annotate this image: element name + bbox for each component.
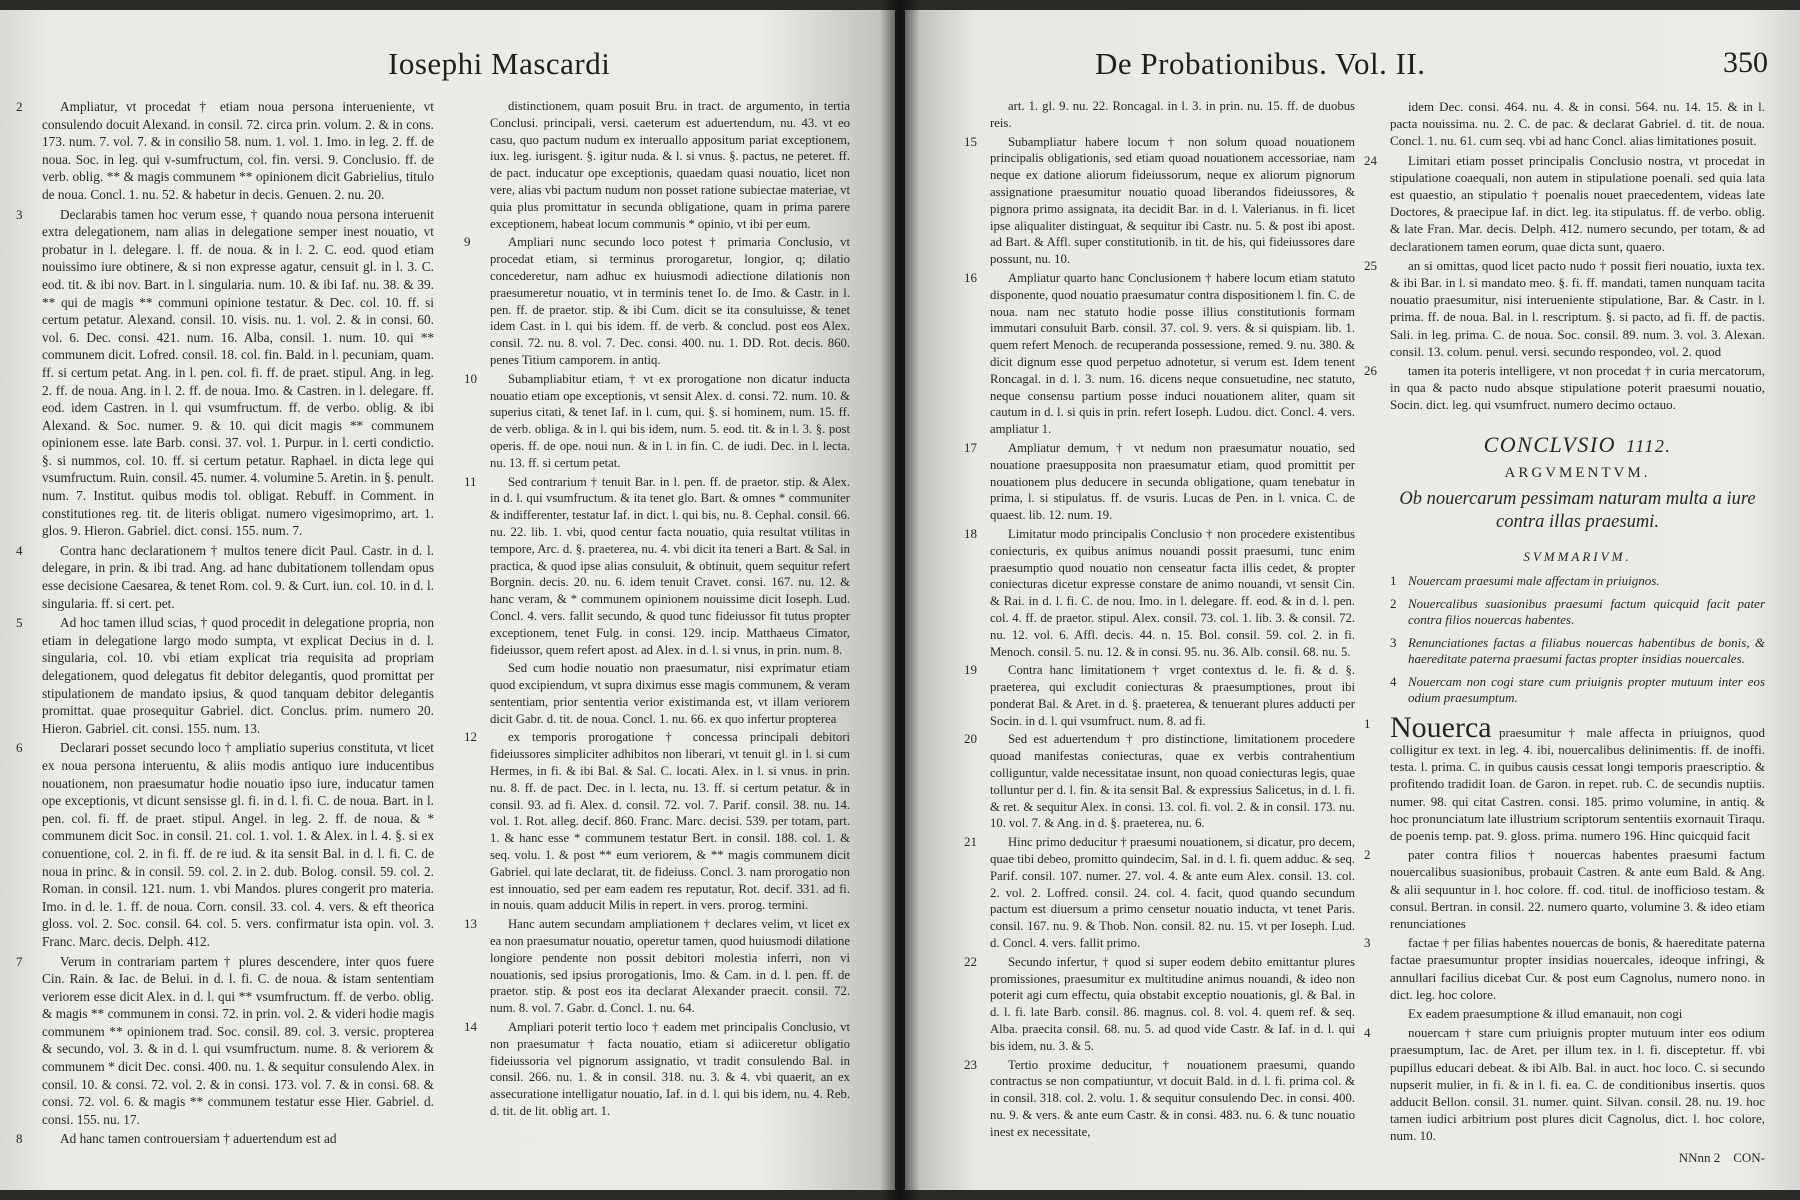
paragraph (464, 916, 850, 1017)
paragraph-number: 12 (464, 729, 477, 745)
summary-list (1390, 573, 1765, 707)
paragraph (964, 133, 1355, 268)
summary-item (1390, 596, 1765, 629)
paragraph-text: Secundo infertur, † quod si super eodem debito emittantur plures promissiones, praesumitur ex multitudine animus nouandi, & ideo non poterit agi cum effectu, quia obstabit exceptio nouationis, gl. & Bal. in d. l. fi. late Barb. consil. 86. magnus. col. 8. vol. 4. quem ref. & seq. Alba. praecita consil. 68. nu. 5. ad quod vide Castr. & Iaf. in d. l. qui bis idem, nu. 3. & 5. (990, 954, 1355, 1053)
paragraph-text: praesumitur † male affecta in priuignos, quod colligitur ex text. in leg. 4. ibi, nouercalibus delinimentis. ff. de inoffi. testa. l. prima. C. in quibus causis cessat longi temporis praescriptio. & profitendo tradidit Ioan. de Garon. in repet. rub. C. de secundis nuptiis. numer. 98. qui citat Castren. consi. 185. primo volumine, in antiq. & hoc pronunciatum late illustrium scriptorum sententiis exornauit Tiraqu. de poenis temp. pat. 9. gloss. prima. numero 196. Hinc quicquid facit (1390, 724, 1765, 843)
paragraph-text: Sed contrarium † tenuit Bar. in l. pen. ff. de praetor. stip. & Alex. in d. l. qui vsumfructum. & ita tenet glo. Bart. & omnes * communiter & indifferenter, testatur Iaf. in dict. l. qui bis, nu. 8. Cephal. consil. 66. nu. 22. lib. 1. vbi, quod centur facta nouatio, quia resultat vtilitas in tempore, Arc. d. §. praeterea, nu. 4. vbi dicit ita teneri a Bart. & Sal. in practica, & quod ipse alias consuluit, & obtinuit, quem sequitur refert Borgnin. decis. 20. nu. 6. idem tenuit Cravet. consi. 167. nu. 12. & hanc veram, & * communem opinionem nouissime dicit Ioseph. Lud. Concl. 4. vers. fallit secundo, & quod tunc fideiussor fit tutus propter exceptionem, tenet Fulg. in consi. 129. incip. Matthaeus Cimator, fideiussor, quem refert apost. ad Alex. in d. l. si vnus, in prin. num. 8. (490, 474, 850, 657)
paragraph (490, 660, 850, 727)
paragraph-number: 22 (964, 953, 977, 969)
paragraph (464, 370, 850, 472)
text-column (464, 98, 850, 1122)
paragraph (1364, 362, 1765, 414)
paragraph-text: idem Dec. consi. 464. nu. 4. & in consi. 564. nu. 14. 15. & in l. pacta nouissima. nu. 2. C. de pac. & declarat Gabriel. d. tit. de noua. Concl. 1. nu. 61. cum seq. vbi ad hanc Concl. alias limitationes posuit. (1390, 99, 1765, 149)
running-head: De Probationibus. Vol. II. (1095, 46, 1426, 81)
paragraph-text: Verum in contrariam partem † plures descendere, inter quos fuere Cin. Rain. & Iac. de Belui. in d. l. fi. C. de noua. & istam sententiam veriorem esse dicit Alex. in d. l. qui ** vsumfructum. ff. de verbo. oblig. & magis ** communem in consi. 72. in prin. vol. 2. & videri hodie magis communem ** opinionem trad. Soc. consil. 89. col. 3. versic. propterea & secundo, vol. 3. & in d. l. qui vsumfructum. nume. 8. & veriorem & communem * dicit Dec. consi. 400. nu. 1. & sequitur consulendo Alex. in consil. 10. & consi. 72. vol. 2. & in consi. 173. vol. 7. & in consi. 68. & consi. 72. vol. 6. & magis ** communem testatur esse Hier. Gabriel. d. consi. 155. nu. 17. (42, 953, 434, 1127)
paragraph-text: Contra hanc limitationem † vrget contextus d. le. fi. & d. §. praeterea, qui excludit coniecturas & praesumptiones, prout ibi ponderat Bal. & Aret. in d. §. praeterea, & tenuerant plures adducti per Socin. in d. l. qui vsumfruct. num. 8. ad fi. (990, 663, 1355, 728)
paragraph-text: Subampliatur habere locum † non solum quoad nouationem principalis obligationis, sed etiam quoad nouationem accessoriae, nam neque ex datione aliorum fideiussorum, neque ex aliorum pignorum assignatione praesumitur nouatio quoad liberandos fideiussores, & pignora primo assignata, ita decidit Bar. in d. l. Valerianus. in fi. licet ipse aliqualiter distinguat, & sequitur ibi Castr. nu. 5. & post ibi apost. ad Bart. & Affl. super constitutionib. in tit. de his, qui fideiussores dare possunt, nu. 10. (990, 134, 1355, 267)
paragraph-number: 9 (464, 234, 471, 250)
text-column (1364, 98, 1765, 1168)
summary-number: 4 (1390, 673, 1397, 689)
initial-word: Nouerca (1390, 710, 1492, 744)
paragraph-text: nouercam † stare cum priuignis propter mutuum inter eos odium praesumptum, Iac. de Aret. per illum tex. in l. fi. disceptetur. ff. vbi pupillus educari debeat. & ibi Alb. Bal. in auct. hoc loco. C. si secundo nupserit mulier, in fi. & in l. fi. ea. C. de conditionibus insertis. quos adducit Bellon. consil. 31. numer. quint. Silvan. consil. 28. nu. 19. hoc tamen iudici arbitrium post plures dicit Cagnolus, dict. l. hoc colore, num. 10. (1390, 1025, 1765, 1144)
paragraph-number: 3 (16, 206, 23, 222)
paragraph-text: Contra hanc declarationem † multos tenere dicit Paul. Castr. in d. l. delegare, in prin. & ibi trad. Ang. ad hanc dubitationem tollendam opus esse decisione Caesarea, & tenet Rom. col. 9. & Curt. iun. col. 10. in d. l. singularia. ff. si cert. pet. (42, 542, 434, 611)
paragraph-text: an si omittas, quod licet pacto nudo † possit fieri nouatio, iuxta tex. & ibi Bar. in l. si mandato meo. §. fi. ff. mandati, tamen nunquam tacita nouatio praesumitur, nisi interueniente stipulatione, Bar. & Castr. in l. prima. ff. de noua. Bal. in l. rescriptum. §. si pacto, ad fi. ff. de pactis. Sali. in leg. prima. C. de noua. Soc. consil. 89. num. 3. vol. 3. Alexan. consil. 13. colum. penul. versi. secundo respondeo, vol. 2. quod (1390, 257, 1765, 359)
summary-number: 1 (1390, 573, 1397, 589)
left-page (0, 10, 895, 1190)
paragraph-number: 6 (16, 740, 23, 756)
summary-item (1390, 674, 1765, 707)
paragraph-number: 19 (964, 662, 977, 678)
paragraph (990, 98, 1355, 132)
paragraph (16, 614, 434, 737)
paragraph-text: distinctionem, quam posuit Bru. in tract. de argumento, in tertia Conclusi. principali, versi. caeterum est aduertendum, nu. 43. vt eo casu, quo pactum nudum ex interuallo appositum pariat exceptionem, iux. leg. iurisgent. §. igitur nuda. & l. si vnus. §. pactus, ne peteret. ff. de pact. inducatur ope exceptionis, quaedam quasi nouatio, licet non vere, alias vbi pactum nudum non posset ratione subiectae materiae, vt quia plus promittatur in secunda obligatione, quam in prima parere exceptionem, habeat locum communis * opinio, vt ibi per eum. (490, 99, 850, 231)
summary-text: Nouercam praesumi male affectam in priuignos. (1408, 573, 1660, 589)
book-gutter (880, 0, 920, 1200)
paragraph-text: Tertio proxime deducitur, † nouationem praesumi, quando contractus se non compatiuntur, vt docuit Bald. in d. l. fi. prima col. & in consil. 318. col. 2. volu. 1. & sequitur consulendo Dec. in consi. 400. nu. 9. & vers. & ante eum Castr. & in consi. 483. nu. 6. & tunc nouatio inest ex necessitate, (990, 1057, 1355, 1139)
paragraph (1364, 710, 1765, 844)
paragraph (1364, 152, 1765, 255)
paragraph (1390, 1005, 1765, 1022)
paragraph-text: Limitari etiam posset principalis Conclusio nostra, vt procedat in stipulatione coaequali, non autem in stipulatione poenali. sed quia lata est quaestio, an stipulatio † poenalis nouet praecedentem, videas late Doctores, & praecipue Iaf. in dict. leg. ita stipulatus. ff. de verbo. oblig. & late Fran. Mar. decis. Delph. 412. numero secundo, per totam, & ad declarationem tamen eorum, quae dicta sunt, quaero. (1390, 152, 1765, 254)
paragraph-number: 1 (1364, 715, 1371, 731)
paragraph-text: tamen ita poteris intelligere, vt non procedat † in curia mercatorum, in qua & pacto nudo absque stipulatione poterit praesumi nouatio, Socin. dict. leg. qui vsumfruct. numero decimo octauo. (1390, 363, 1765, 413)
paragraph-number: 10 (464, 370, 477, 386)
paragraph (964, 731, 1355, 832)
paragraph (16, 98, 434, 204)
paragraph-number: 5 (16, 615, 23, 631)
paragraph (964, 439, 1355, 524)
right-page (905, 10, 1800, 1190)
paragraph-text: Ampliatur quarto hanc Conclusionem † habere locum etiam statuto disponente, quod nouatio praesumatur contra dispositionem l. fin. C. de noua. nam nec statuto hodie posse illius constitutionis formam immutari consuluit Barb. consil. 37. col. 9. vers. & si quispiam. lib. 1. quem refert Menoch. de recuperanda possessione, remed. 9. nu. 380. & dicit dignum esse quod perpetuo adnotetur, si verum est. Idem tenent Roncagal. in d. l. 3. num. 16. dicens neque consuetudine, nec statuto, neque consensu partium posse induci nouationem aliter, quam sit cautum in d. l. si quis in prin. refert Ioseph. Ludou. dict. Concl. 4. vers. ampliatur 1. (990, 270, 1355, 437)
paragraph (964, 662, 1355, 729)
paragraph (1364, 846, 1765, 932)
paragraph-number: 4 (1364, 1025, 1371, 1041)
paragraph (964, 834, 1355, 952)
paragraph (16, 953, 434, 1129)
paragraph-text: Ad hoc tamen illud scias, † quod procedit in delegatione propria, non etiam in delegatione largo modo sumpta, vt explicat Decius in d. l. singularia, col. 10. vbi etiam explicat tria requisita ad propriam delegationem, quod delegatus fit debitor delegantis, quod promittat per stipulationem de mandato ipsius, & quod tanquam debitor delegantis promittat. quae prosequitur Gabriel. dict. Conclus. prim. numero 20. Hieron. Gabriel. cit. consi. 155. num. 13. (42, 615, 434, 736)
paragraph-number: 23 (964, 1056, 977, 1072)
paragraph (490, 98, 850, 232)
paragraph-number: 24 (1364, 152, 1377, 168)
paragraph-number: 8 (16, 1131, 23, 1147)
column-body (1364, 98, 1765, 414)
paragraph (464, 729, 850, 914)
text-column (964, 98, 1355, 1143)
paragraph-text: Declarari posset secundo loco † ampliatio superius constituta, vt licet ex noua persona interuentu, & aliis modis antiquo iure inducentibus nouationem, non praesumatur hodie nouatio ipso iure, inducatur tamen ope exceptionis, vt dicunt sensisse gl. fi. in d. l. fi. C. de noua. Bart. in l. pen. col. fi. ff. de praet. stipul. Angel. in leg. 2. ff. de noua. & * communem dicit Soc. in consil. 21. col. 1. vol. 1. & Alex. in l. 4. §. si ex conuentione, col. 2. in fi. ff. de re iud. & ita sensit Bal. in d. l. fi. C. de noua in princ. & in consil. 59. col. 2. in 2. dub. Bolog. consil. 59. col. 2. Roman. in consil. 121. num. 1. vbi Mandos. plures congerit pro materia. Imo. in d. le. 1. ff. de noua. Corn. consil. 33. col. 4. vers. & eft theorica gloss. vol. 2. Soc. consil. 64. col. 5. vers. confirmatur ista opin. vol. 3. Franc. Marc. decis. Delph. 412. (42, 740, 434, 949)
paragraph-number: 13 (464, 916, 477, 932)
summary-text: Nouercalibus suasionibus praesumi factum quicquid facit pater contra filios nouercas habentes. (1408, 595, 1765, 628)
paragraph-number: 26 (1364, 363, 1377, 379)
paragraph-number: 21 (964, 834, 977, 850)
paragraph-number: 3 (1364, 935, 1371, 951)
argument-heading: ARGVMENTVM. (1504, 464, 1651, 481)
paragraph-text: factae † per filias habentes nouercas de bonis, & haereditate paterna factae praesumuntur propter insidias nouercales, ideoque infringi, & annullari facilius dicebat Cur. & post eum Cagnolus, numero nono. in dict. leg. hoc colore. (1390, 935, 1765, 1002)
paragraph-number: 4 (16, 542, 23, 558)
paragraph (964, 1056, 1355, 1141)
paragraph-text: Hinc primo deducitur † praesumi nouationem, si dicatur, pro decem, quae tibi debeo, promitto quindecim, Sal. in d. l. fi. quem adduc. & seq. Parif. consil. 107. numer. 27. vol. 4. & ante eum Alex. consil. 13. col. 2. vol. 2. Loffred. consil. 24. col. 4. facit, quod quando secundum pactum est diuersum a primo censetur nouatio inducta, vt tenet Paris. consil. 167. nu. 9. & Thob. Non. consil. 82. nu. 15. vt per Ioseph. Lud. d. Concl. 4. vers. fallit primo. (990, 835, 1355, 951)
running-head: Iosephi Mascardi (388, 46, 611, 81)
paragraph (464, 234, 850, 368)
paragraph-text: Ampliari nunc secundo loco potest † primaria Conclusio, vt procedat etiam, si terminus prorogaretur, longior, q; dilatio concederetur, nam adhuc ex huiusmodi adiectione dilationis non praesumeretur nouatio, vt in terminis tenet Io. de Imo. & Castr. in l. pen. ff. de praetor. stip. & ibi Cum. dicit se ita consuluisse, & tenet idem Cast. in l. qui bis idem. ff. de verb. & conclud. post eos Alex. consil. 72. nu. 8. vol. 7. Dec. consi. 400. nu. 1. DD. Rot. decis. 860. penes Titium camporem. in antiq. (490, 235, 850, 367)
catchword-line (1390, 1149, 1765, 1166)
paragraph (464, 1019, 850, 1120)
paragraph-text: Ampliatur demum, † vt nedum non praesumatur nouatio, sed nouatione praesupposita non praesumatur etiam, quod promittit per nouationem plus deducere in secunda obligatione, quam tenebatur in prima, l. si stipulatus. ff. de vsuris. Lucas de Pen. in l. vnica. C. de quaest. lib. 12. num. 19. (990, 440, 1355, 523)
paragraph-number: 15 (964, 133, 977, 149)
text-column (16, 98, 434, 1150)
paragraph-text: Hanc autem secundam ampliationem † declares velim, vt licet ex ea non praesumatur nouatio, operetur tamen, quod huiusmodi dilatione longiore pendente non possit debitori molestia inferri, non vi nouationis, sed ipsius prorogationis, Imo. & Cam. in d. l. pen. ff. de praetor. stip. & post eos ita declarat Alexander praecit. consil. 72. num. 8. vol. 7. Gabr. d. Concl. 1. nu. 64. (490, 917, 850, 1016)
summary-number: 2 (1390, 595, 1397, 611)
paragraph (16, 206, 434, 540)
paragraph-number: 7 (16, 953, 23, 969)
conclusion-number: 1112. (1626, 435, 1672, 456)
paragraph-text: ex temporis prorogatione † concessa principali debitori fideiussores simpliciter adhibitos non liberari, vt tenuit gl. in l. si cum Hermes, in fi. & ibi Bal. & Sal. C. locati. Alex. in l. si vnus. in prin. nu. 8. ff. de pact. Dec. in l. lecta, nu. 13. ff. si certum petatur. & in consil. 93. ad fi. Alex. d. consil. 72. vol. 7. Parif. consil. 38. nu. 14. vol. 1. Rot. alleg. decif. 860. Franc. Marc. decisi. 539. per totam, part. 1. & hanc esse * communem testatur Bert. in consil. 188. col. 1. & seq. volu. 1. & post ** eum veriorem, & ** magis communem dicit Gabriel. qui late declarat, tit. de fideiuss. Concl. 3. nam prorogatio non est innouatio, sed per eam eadem res reputatur, Rot. decif. 331. ad fi. in nouis. quam adducit Milis in repert. in vers. prorog. termini. (490, 730, 850, 913)
conclusion-heading (1390, 431, 1765, 457)
summary-number: 3 (1390, 634, 1397, 650)
paragraph (964, 269, 1355, 438)
paragraph (1364, 1024, 1765, 1144)
paragraph-number: 16 (964, 269, 977, 285)
summary-heading: SVMMARIVM. (1523, 549, 1632, 565)
paragraph-number: 18 (964, 525, 977, 541)
paragraph-text: pater contra filios † nouercas habentes praesumi factum nouercalibus suasionibus, probauit Castren. & ante eum Bald. & Ang. & alii sequuntur in l. hoc colore. ff. cod. titul. de inofficioso testam. & consul. Bertran. in consil. 22. numero quarto, volumine 3. & ideo etiam renunciationes (1390, 847, 1765, 931)
paragraph (16, 739, 434, 950)
paragraph-text: Declarabis tamen hoc verum esse, † quando noua persona interuenit extra delegationem, nam alias in delegatione semper inest nouatio, vt probatur in l. delegare. l. ff. de noua. & in l. 2. C. eod. quod etiam nouissimo iure obtinere, & si non expresse agatur, censuit gl. in l. 3. C. eod. tit. & ibi nov. Bart. in l. singularia. num. 10. & ibi Iaf. nu. 38. & 39. ** qui de magis ** communi opinione testatur. & Dec. col. 10. ff. si certum petatur. Alexand. consil. 10. visis. nu. 1. vol. 2. & in consi. 60. vol. 6. Dec. consi. 421. num. 16. Alba, consil. 1. num. 10. qui ** communem dicit. Lofred. consil. 18. col. fin. Bald. in l. pecuniam, quam. ff. si certum petat. Ang. in l. pen. col. fi. ff. de praet. stipul. Ang. in leg. 2. ff. de noua. Ang. in l. 2. ff. de noua. Imo. & Castren. in l. delegare. ff. eod. idem Castren. in l. qui vsumfructum. ff. de verbo. oblig. & ibi Alexand. & Soc. numer. 9. & 10. qui dicit magis ** communem opinionem esse. late Barb. consi. 37. vol. 1. Purpur. in l. certi condictio. §. si nummos, col. 10. ff. si certum petatur. Raphael. in dicta lege qui vsumfructum. Ruin. consil. 45. numer. 4. volumine 5. Aretin. in §. penult. num. 7. Institut. quibus modis tol. obligat. Rebuff. in Comment. in constitutiones reg. tit. de literis obligat. numero vigesimoprimo, art. 1. glos. 9. Hieron. Gabriel. dict. consi. 155. num. 7. (42, 206, 434, 539)
paragraph-text: Ad hanc tamen controuersiam † aduertendum est ad (60, 1131, 337, 1147)
paragraph (16, 1130, 434, 1148)
paragraph-number: 2 (1364, 847, 1371, 863)
paragraph (1364, 257, 1765, 360)
paragraph (1364, 934, 1765, 1003)
conclusion-title: CONCLVSIO (1483, 431, 1617, 457)
paragraph-number: 17 (964, 439, 977, 455)
page-number: 350 (1723, 46, 1768, 79)
paragraph-text: Subampliabitur etiam, † vt ex prorogatione non dicatur inducta nouatio etiam ope exceptionis, vt sensit Alex. d. consi. 72. num. 10. & superius citati, & tenet Iaf. in l. cum, qui. §. si hominem, num. 15. ff. de verb. obliga. & in l. qui bis idem, num. 5. eod. tit. & in l. 3. §. post operis. ff. de ope. noui nun. & in l. in fin. C. de iudi. Dec. in l. lecta. nu. 13. ff. si certum petat. (490, 371, 850, 470)
signature-mark: NNnn 2 (1678, 1149, 1721, 1165)
paragraph-text: art. 1. gl. 9. nu. 22. Roncagal. in l. 3. in prin. nu. 15. ff. de duobus reis. (990, 99, 1355, 130)
paragraph (16, 542, 434, 612)
paragraph-text: Ampliari poterit tertio loco † eadem met principalis Conclusio, vt non praesumatur † facta nouatio, etiam si adiiceretur obligatio fideiussoria vel pignorum assignatio, vt tradit consulendo Bal. in consil. 266. nu. 1. & in consil. 318. nu. 3. & 4. vbi quaerit, an ex assecuratione intelligatur nouatio, Iaf. in d. l. qui bis idem, nu. 4. Reb. d. tit. de lit. oblig art. 1. (490, 1020, 850, 1119)
catchword: CON- (1733, 1149, 1765, 1165)
paragraph-number: 20 (964, 731, 977, 747)
summary-text: Renunciationes factas a filiabus nouercas habentibus de bonis, & haereditate paterna praesumi factas propter insidias nouercales. (1408, 634, 1765, 667)
paragraph (464, 473, 850, 659)
paragraph-text: Sed cum hodie nouatio non praesumatur, nisi exprimatur etiam quod excipiendum, vt supra diximus esse magis communem, & veram sententiam, prior sententia verior existimanda est, vt illam veriorem dicit Gabr. d. tit. de noua. Concl. 1. nu. 66. ex quo infertur propterea (490, 661, 850, 726)
summary-item (1390, 573, 1765, 590)
paragraph-number: 2 (16, 99, 23, 114)
paragraph-number: 25 (1364, 257, 1377, 273)
paragraph-text: Sed est aduertendum † pro distinctione, limitationem procedere quoad manifestas coniecturas, quae ex verbis contrahentium colliguntur, valde necessitatae insunt, non quoad coniecturas legis, quae tolluntur per d. l. fin. & ita sensit Bal. & expressius Salicetus, in d. l. fi. & ret. & sequitur Alex. in consi. 13. col. fi. vol. 2. & in consil. 173. nu. 10. vol. 7. & Ang. in d. §. praeterea, nu. 6. (990, 732, 1355, 831)
paragraph-text: Ampliatur, vt procedat † etiam noua persona interueniente, vt consulendo docuit Alexand. in consil. 72. circa prin. volum. 2. & in cons. 173. num. 7. vol. 7. & in consilio 58. num. 1. vol. 1. Imo. in leg. 2. ff. de noua. Soc. in leg. qui v-sumfructum, col. fin. versi. 9. Conclusio. ff. de verb. oblig. ** & magis communem ** opinionem dicit Gabrielius, titulo de noua. Concl. 1. nu. 52. & habetur in decis. Genuen. 2. nu. 20. (42, 99, 434, 202)
paragraph (964, 525, 1355, 660)
conclusion-body (1364, 710, 1765, 1145)
paragraph-number: 14 (464, 1019, 477, 1035)
paragraph-text: Ex eadem praesumptione & illud emanauit, non cogi (1408, 1006, 1683, 1022)
paragraph (1390, 98, 1765, 150)
paragraph-text: Limitatur modo principalis Conclusio † non procedere existentibus coniecturis, ex quibus animus nouandi possit praesumi, tunc enim praesumptio quod nouatio non censeatur facta illis cedet, & propter coniecturas dicetur expresse constare de animo nouandi, vt sensit Cin. & Rai. in d. l. fi. C. de nou. Imo. in l. delegare. ff. eod. & in d. l. pen. col. 4. ff. de praetor. stipul. Alex. consil. 73. col. 1. lib. 3. & consil. 72. nu. 12. vol. 6. Affl. decis. 44. n. 15. Bol. consil. 59. col. 2. in fi. Menoch. consil. 5. nu. 12. & in consi. 95. nu. 36. Alb. consil. 68. nu. 5. (990, 526, 1355, 659)
argument-text: Ob nouercarum pessimam naturam multa a iure contra illas praesumi. (1399, 489, 1756, 533)
paragraph-number: 11 (464, 473, 477, 489)
paragraph (964, 953, 1355, 1055)
summary-item (1390, 635, 1765, 668)
summary-text: Nouercam non cogi stare cum priuignis propter mutuum inter eos odium praesumptum. (1408, 673, 1765, 706)
